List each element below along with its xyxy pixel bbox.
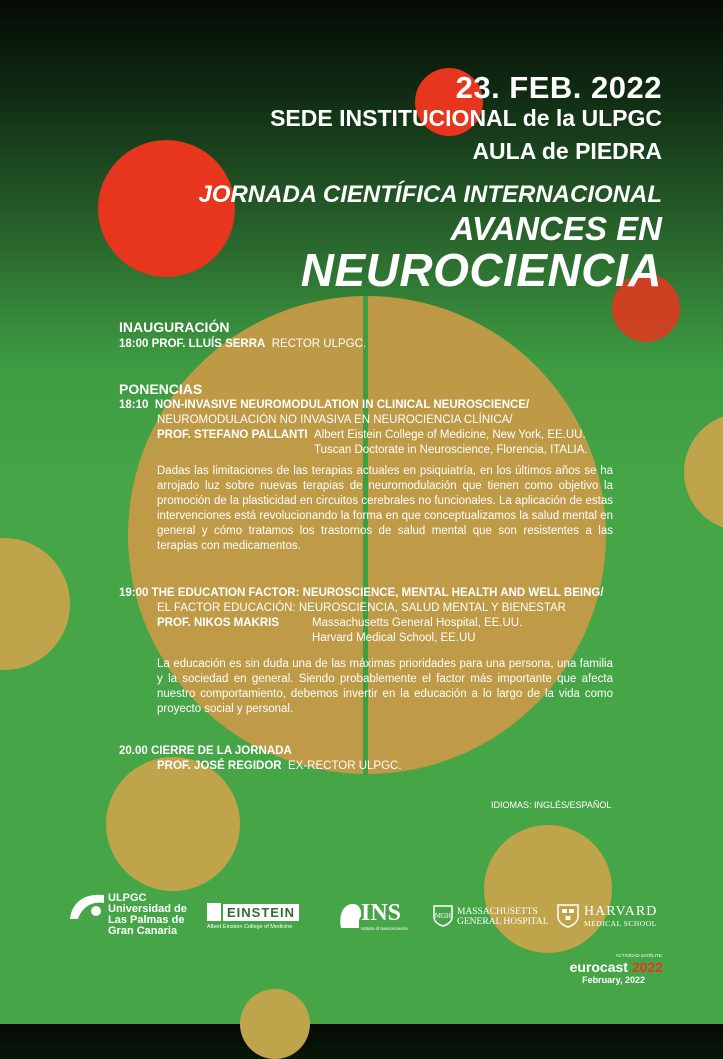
einstein-name: EINSTEIN (223, 904, 299, 921)
talk2-abstract: La educación es sin duda una de las máximas prioridades para una persona, una familia y la sociedad en general. Siendo probablemente el factor más importante que afecta nuestro comportamiento, debemos invertir en la educación a lo largo de la vida como proyecto social y personal. (157, 658, 613, 715)
talk2-affiliation2: Harvard Medical School, EE.UU (312, 632, 476, 644)
ins-sub: Istituto di Neuroscienze (361, 926, 408, 931)
talk1-title-en: NON-INVASIVE NEUROMODULATION IN CLINICAL NEUROSCIENCE/ (154, 399, 530, 411)
eurocast-brand (570, 959, 663, 975)
talk2-title-en: 19:00 THE EDUCATION FACTOR: NEUROSCIENCE, MENTAL HEALTH AND WELL BEING/ (119, 587, 604, 599)
decor-circle-left-mid (0, 538, 70, 670)
eurocast-year: 2022 (631, 959, 663, 975)
einstein-emblem-icon (207, 903, 221, 921)
eurocast-label: ACTIVIDAD SATÉLITE: (615, 953, 663, 958)
eurocast-name: eurocast (569, 959, 628, 975)
ulpgc-emblem-icon (68, 891, 106, 921)
talk2-speaker: PROF. NIKOS MAKRIS (157, 617, 280, 629)
eurocast-date: February, 2022 (582, 975, 645, 985)
decor-circle-right-mid (684, 413, 723, 531)
talk1-affiliation2: Tuscan Doctorate in Neuroscience, Florencia, ITALIA. (314, 444, 588, 456)
event-subtitle: JORNADA CIENTÍFICA INTERNACIONAL (198, 181, 662, 208)
harvard-line1: HARVARD (584, 904, 658, 919)
event-title-line2: NEUROCIENCIA (300, 244, 662, 296)
mgh-line1: MASSACHUSETTS (457, 907, 538, 917)
event-date: 23. FEB. 2022 (455, 70, 662, 105)
talk1-speaker: PROF. STEFANO PALLANTI (157, 429, 308, 441)
idiomas-note: IDIOMAS: INGLÉS/ESPAÑOL (491, 800, 612, 810)
harvard-shield-icon (557, 904, 579, 928)
talk1-title-es: NEUROMODULACIÓN NO INVASIVA EN NEUROCIENCIA CLÍNICA/ (157, 414, 513, 426)
inauguracion-role: RECTOR ULPGC. (271, 338, 367, 350)
einstein-logo (207, 903, 299, 930)
ulpgc-logo (68, 891, 187, 937)
inauguracion-heading: INAUGURACIÓN (119, 319, 230, 335)
talk1-title-en-line (119, 398, 529, 413)
cierre-line (157, 759, 402, 774)
einstein-sub: Albert Einstein College of Medicine (207, 924, 293, 930)
decor-circle-right-low (484, 825, 612, 953)
event-title-line1: AVANCES EN (450, 210, 662, 247)
event-room: AULA de PIEDRA (472, 138, 662, 164)
ulpgc-short: ULPGC (108, 892, 147, 904)
cierre-speaker: PROF. JOSÉ REGIDOR (157, 760, 282, 772)
ins-head-icon (337, 900, 363, 930)
mgh-shield-icon (433, 905, 453, 927)
ulpgc-line2: Las Palmas de (108, 914, 185, 926)
talk1-abstract: Dadas las limitaciones de las terapias actuales en psiquiatría, en los últimos años se ha arrojado luz sobre nuevas terapias de neuromodulación que tienen como objetivo la promoción de la plasticidad en circuitos cerebrales no funcionales. La aplicación de estas intervenciones está revolucionando la forma en que conceptualizamos la salud mental en general y cómo tratamos los trastornos de salud mental que son resistentes a las terapias con medicamentos. (157, 465, 613, 552)
harvard-line2: MEDICAL SCHOOL (584, 919, 657, 928)
ulpgc-line3: Gran Canaria (108, 925, 178, 937)
cierre-role: EX-RECTOR ULPGC. (288, 760, 402, 772)
svg-text:MGH: MGH (434, 913, 452, 920)
cierre-title: 20.00 CIERRE DE LA JORNADA (119, 745, 292, 757)
talk1-time: 18:10 (119, 399, 149, 411)
decor-circle-bottom (240, 989, 310, 1059)
mgh-line2: GENERAL HOSPITAL (457, 917, 549, 927)
talk2-affiliation1: Massachusetts General Hospital, EE.UU. (312, 617, 523, 629)
ponencias-heading: PONENCIAS (119, 381, 203, 397)
decor-circle-left-low (106, 757, 240, 891)
talk1-affiliation1: Albert Eistein College of Medicine, New York, EE.UU. (314, 429, 586, 441)
event-venue: SEDE INSTITUCIONAL de la ULPGC (270, 105, 662, 131)
talk2-title-es: EL FACTOR EDUCACIÓN: NEUROSCIENCIA, SALUD MENTAL Y BIENESTAR (157, 602, 566, 614)
inauguracion-line (119, 337, 366, 352)
inauguracion-time-speaker: 18:00 PROF. LLUÍS SERRA (119, 338, 266, 350)
ulpgc-line1: Universidad de (108, 903, 187, 915)
ins-name: INS (361, 900, 402, 926)
